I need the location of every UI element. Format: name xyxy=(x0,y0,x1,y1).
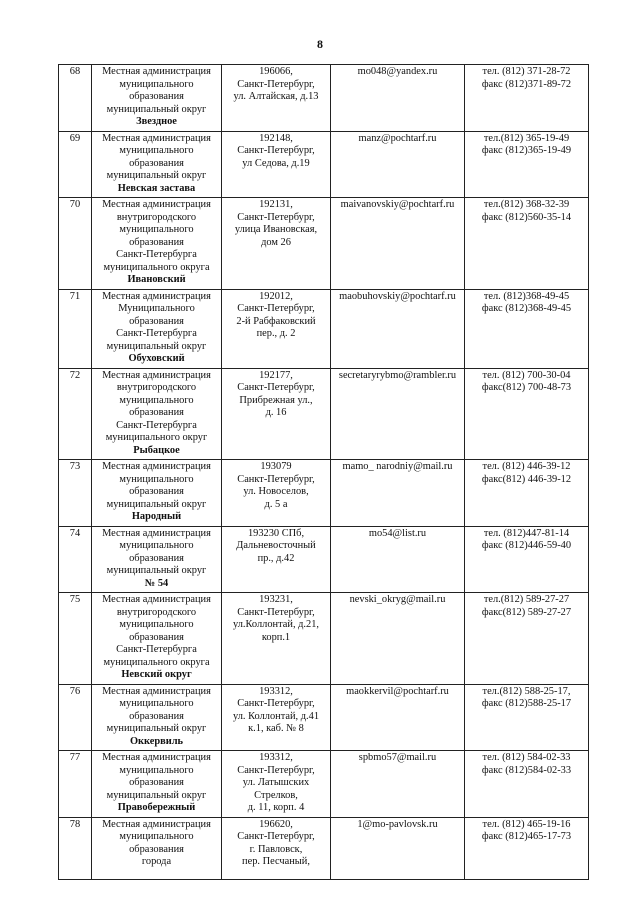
municipality-name: № 54 xyxy=(144,577,169,589)
administration-name-cell xyxy=(92,751,222,818)
email-cell xyxy=(331,289,465,368)
email-cell xyxy=(331,460,465,527)
address-cell xyxy=(222,817,331,879)
administration-name-cell xyxy=(92,289,222,368)
email-text: mo54@list.ru xyxy=(368,527,427,539)
fax-text: факс (812)368-49-45 xyxy=(481,303,572,314)
administration-name-line: муниципальный округ xyxy=(106,789,207,801)
administration-name-cell xyxy=(92,593,222,685)
address-line: д. 5 а xyxy=(264,498,288,510)
address-cell xyxy=(222,131,331,198)
email-text: mo048@yandex.ru xyxy=(357,66,438,77)
page-number: 8 xyxy=(317,37,323,51)
row-number: 77 xyxy=(59,751,92,818)
administration-name-line: Местная администрация xyxy=(102,818,211,830)
administration-name-line: муниципальный округ xyxy=(106,723,207,734)
address-line: 196620, xyxy=(259,818,293,830)
row-number: 72 xyxy=(59,368,92,460)
address-line: Санкт-Петербург, xyxy=(237,606,315,618)
administration-name-line: Санкт-Петербурга xyxy=(116,249,197,260)
administration-name-line: муниципального xyxy=(119,394,194,406)
email-text: nevski_okryg@mail.ru xyxy=(349,594,446,605)
administration-name-cell xyxy=(92,817,222,879)
address-line: ул.Коллонтай, д.21, xyxy=(232,619,320,630)
phone-text: тел. (812) 584-02-33 xyxy=(482,752,571,763)
administration-name-line: образования xyxy=(129,236,184,248)
fax-text: факс (812)371-89-72 xyxy=(481,78,572,90)
administration-name-line: Муниципального xyxy=(118,303,195,314)
administration-name-line: муниципальный округ xyxy=(106,565,207,576)
administration-name-line: образования xyxy=(129,315,184,327)
administration-name-line: муниципального xyxy=(119,698,194,709)
administration-name-line: муниципальный округ xyxy=(106,103,207,115)
administration-name-cell xyxy=(92,460,222,527)
email-text: maobuhovskiy@pochtarf.ru xyxy=(339,290,456,302)
phone-text: тел. (812) 371-28-72 xyxy=(482,66,571,77)
address-cell xyxy=(222,751,331,818)
administration-name-line: образования xyxy=(129,710,184,722)
administration-name-line: образования xyxy=(129,552,184,564)
address-line: Стрелков, xyxy=(254,789,298,801)
email-cell xyxy=(331,751,465,818)
municipality-name: Звездное xyxy=(136,116,177,127)
email-cell xyxy=(331,368,465,460)
phone-cell xyxy=(465,131,589,198)
email-text: secretaryrybmo@rambler.ru xyxy=(338,369,457,381)
address-line: к.1, каб. № 8 xyxy=(248,723,304,734)
phone-text: тел. (812) 700-30-04 xyxy=(482,369,571,381)
administration-name-line: Местная администрация xyxy=(102,290,211,302)
administration-name-line: города xyxy=(141,856,172,867)
email-text: 1@mo-pavlovsk.ru xyxy=(357,818,438,830)
address-cell xyxy=(222,526,331,593)
fax-text: факс(812) 589-27-27 xyxy=(481,606,572,618)
administration-name-line: образования xyxy=(129,631,184,643)
administration-name-line: муниципального xyxy=(119,619,194,630)
address-line: 193230 СПб, xyxy=(247,527,305,539)
administration-name-line: образования xyxy=(129,91,184,102)
address-line: Санкт-Петербург, xyxy=(237,698,315,709)
municipality-name: Обуховский xyxy=(128,353,185,364)
email-cell xyxy=(331,593,465,685)
administration-name-line: образования xyxy=(129,157,184,169)
address-line: д. 16 xyxy=(265,407,287,418)
administration-name-cell xyxy=(92,684,222,751)
email-cell xyxy=(331,526,465,593)
email-cell xyxy=(331,198,465,290)
row-number: 69 xyxy=(59,131,92,198)
phone-text: тел. (812) 446-39-12 xyxy=(482,461,571,472)
administration-name-line: муниципального округа xyxy=(103,261,210,273)
address-line: Санкт-Петербург, xyxy=(237,831,315,842)
fax-text: факс (812)560-35-14 xyxy=(481,211,572,223)
fax-text: факс (812)588-25-17 xyxy=(481,698,572,709)
address-line: ул. Новоселов, xyxy=(243,486,309,497)
phone-cell xyxy=(465,368,589,460)
table-row xyxy=(59,684,589,751)
phone-cell xyxy=(465,526,589,593)
row-number: 68 xyxy=(59,65,92,132)
phone-text: тел. (812)368-49-45 xyxy=(483,290,570,302)
address-line: ул. Латышских xyxy=(242,777,310,788)
administration-name-cell xyxy=(92,526,222,593)
address-line: улица Ивановская, xyxy=(234,224,318,235)
administration-name-line: муниципального xyxy=(119,78,194,90)
administration-name-line: муниципального xyxy=(119,145,194,156)
administration-name-line: муниципального округа xyxy=(103,656,210,668)
phone-cell xyxy=(465,289,589,368)
fax-text: факс (812)465-17-73 xyxy=(481,831,572,842)
phone-text: тел.(812) 368-32-39 xyxy=(483,199,570,210)
phone-cell xyxy=(465,65,589,132)
address-line: г. Павловск, xyxy=(249,843,303,855)
administration-name-line: Местная администрация xyxy=(102,752,211,763)
email-cell xyxy=(331,131,465,198)
address-line: 192012, xyxy=(259,290,293,302)
email-cell xyxy=(331,817,465,879)
address-line: 193079 xyxy=(260,461,292,472)
address-cell xyxy=(222,289,331,368)
municipality-name: Правобережный xyxy=(117,802,196,813)
row-number: 74 xyxy=(59,526,92,593)
registry-table xyxy=(58,64,589,880)
address-line: Санкт-Петербург, xyxy=(237,78,315,90)
address-line: Санкт-Петербург, xyxy=(237,211,315,223)
address-line: 2-й Рабфаковский xyxy=(236,315,316,327)
administration-name-line: муниципальный округ xyxy=(106,170,207,181)
address-cell xyxy=(222,460,331,527)
administration-name-line: муниципальный округ xyxy=(106,498,207,510)
fax-text: факс (812)446-59-40 xyxy=(481,540,572,551)
fax-text: факс (812)365-19-49 xyxy=(481,145,572,156)
row-number: 71 xyxy=(59,289,92,368)
address-line: 196066, xyxy=(259,66,293,77)
address-line: 192148, xyxy=(259,132,293,144)
address-line: пер., д. 2 xyxy=(256,328,296,339)
email-cell xyxy=(331,684,465,751)
table-row xyxy=(59,593,589,685)
phone-cell xyxy=(465,751,589,818)
administration-name-line: муниципального xyxy=(119,831,194,842)
phone-text: тел.(812) 365-19-49 xyxy=(483,132,570,144)
phone-text: тел.(812) 588-25-17, xyxy=(482,685,571,697)
administration-name-cell xyxy=(92,65,222,132)
administration-name-cell xyxy=(92,198,222,290)
address-line: Дальневосточный xyxy=(236,540,316,551)
row-number: 70 xyxy=(59,198,92,290)
address-cell xyxy=(222,198,331,290)
address-line: 193312, xyxy=(259,685,293,697)
address-line: пр., д.42 xyxy=(257,552,295,564)
table-row xyxy=(59,817,589,879)
address-line: Санкт-Петербург, xyxy=(237,473,315,485)
administration-name-line: Местная администрация xyxy=(102,132,211,144)
administration-name-line: внутригородского xyxy=(116,606,197,618)
address-line: 192177, xyxy=(259,369,293,381)
address-line: ул. Алтайская, д.13 xyxy=(233,91,319,102)
row-number: 73 xyxy=(59,460,92,527)
phone-cell xyxy=(465,198,589,290)
administration-name-line: муниципального xyxy=(119,540,194,551)
administration-name-line: образования xyxy=(129,407,184,418)
municipality-name: Народный xyxy=(131,511,182,522)
row-number: 76 xyxy=(59,684,92,751)
email-text: manz@pochtarf.ru xyxy=(358,132,437,144)
administration-name-line: Санкт-Петербурга xyxy=(116,644,197,655)
administration-name-line: муниципального xyxy=(119,224,194,235)
administration-name-line: образования xyxy=(129,486,184,497)
address-line: Прибрежная ул., xyxy=(239,394,313,406)
administration-name-line: Местная администрация xyxy=(102,594,211,605)
administration-name-line: внутригородского xyxy=(116,211,197,223)
administration-name-line: муниципальный округ xyxy=(106,340,207,352)
fax-text: факс (812)584-02-33 xyxy=(481,764,572,776)
address-line: д. 11, корп. 4 xyxy=(247,802,305,813)
table-row xyxy=(59,751,589,818)
administration-name-line: Местная администрация xyxy=(102,461,211,472)
phone-text: тел. (812)447-81-14 xyxy=(483,527,570,539)
address-line: Санкт-Петербург, xyxy=(237,764,315,776)
table-row xyxy=(59,131,589,198)
administration-name-line: Местная администрация xyxy=(102,369,211,381)
municipality-name: Оккервиль xyxy=(129,735,184,747)
table-row xyxy=(59,289,589,368)
administration-name-line: Местная администрация xyxy=(102,66,211,77)
fax-text: факс(812) 446-39-12 xyxy=(481,473,572,485)
address-cell xyxy=(222,593,331,685)
row-number: 75 xyxy=(59,593,92,685)
table-row xyxy=(59,65,589,132)
address-line: ул. Коллонтай, д.41 xyxy=(232,710,320,722)
administration-name-line: образования xyxy=(129,777,184,788)
address-line: корп.1 xyxy=(261,631,291,643)
phone-cell xyxy=(465,460,589,527)
administration-name-line: муниципального xyxy=(119,764,194,776)
address-line: 192131, xyxy=(259,199,293,210)
phone-text: тел. (812) 465-19-16 xyxy=(482,818,571,830)
municipality-name: Ивановский xyxy=(127,274,186,285)
email-text: mamo_ narodniy@mail.ru xyxy=(342,461,453,472)
email-text: maokkervil@pochtarf.ru xyxy=(346,685,449,697)
table-row xyxy=(59,198,589,290)
administration-name-line: внутригородского xyxy=(116,382,197,393)
administration-name-line: Санкт-Петербурга xyxy=(116,419,197,431)
administration-name-line: Местная администрация xyxy=(102,685,211,697)
address-line: 193231, xyxy=(259,594,293,605)
address-cell xyxy=(222,684,331,751)
phone-text: тел.(812) 589-27-27 xyxy=(483,594,570,605)
table-row xyxy=(59,368,589,460)
address-line: 193312, xyxy=(259,752,293,763)
address-cell xyxy=(222,65,331,132)
administration-name-line: Санкт-Петербурга xyxy=(116,328,197,339)
address-line: пер. Песчаный, xyxy=(242,856,310,867)
administration-name-line: муниципального xyxy=(119,473,194,485)
administration-name-line: Местная администрация xyxy=(102,527,211,539)
municipality-name: Невский округ xyxy=(121,669,192,680)
table-row xyxy=(59,526,589,593)
phone-cell xyxy=(465,684,589,751)
email-text: maivanovskiy@pochtarf.ru xyxy=(340,199,455,210)
administration-name-cell xyxy=(92,131,222,198)
registry-table-body xyxy=(59,65,589,880)
row-number: 78 xyxy=(59,817,92,879)
phone-cell xyxy=(465,593,589,685)
fax-text: факс(812) 700-48-73 xyxy=(481,382,572,393)
municipality-name: Невская застава xyxy=(117,182,196,194)
address-line: ул Седова, д.19 xyxy=(242,157,310,169)
address-line: дом 26 xyxy=(261,236,291,248)
address-cell xyxy=(222,368,331,460)
table-row xyxy=(59,460,589,527)
administration-name-cell xyxy=(92,368,222,460)
address-line: Санкт-Петербург, xyxy=(237,303,315,314)
administration-name-line: Местная администрация xyxy=(102,199,211,210)
address-line: Санкт-Петербург, xyxy=(237,145,315,156)
email-text: spbmo57@mail.ru xyxy=(358,752,437,763)
administration-name-line: муниципального округ xyxy=(105,432,208,443)
address-line: Санкт-Петербург, xyxy=(237,382,315,393)
email-cell xyxy=(331,65,465,132)
phone-cell xyxy=(465,817,589,879)
municipality-name: Рыбацкое xyxy=(133,444,180,456)
administration-name-line: образования xyxy=(129,843,184,855)
